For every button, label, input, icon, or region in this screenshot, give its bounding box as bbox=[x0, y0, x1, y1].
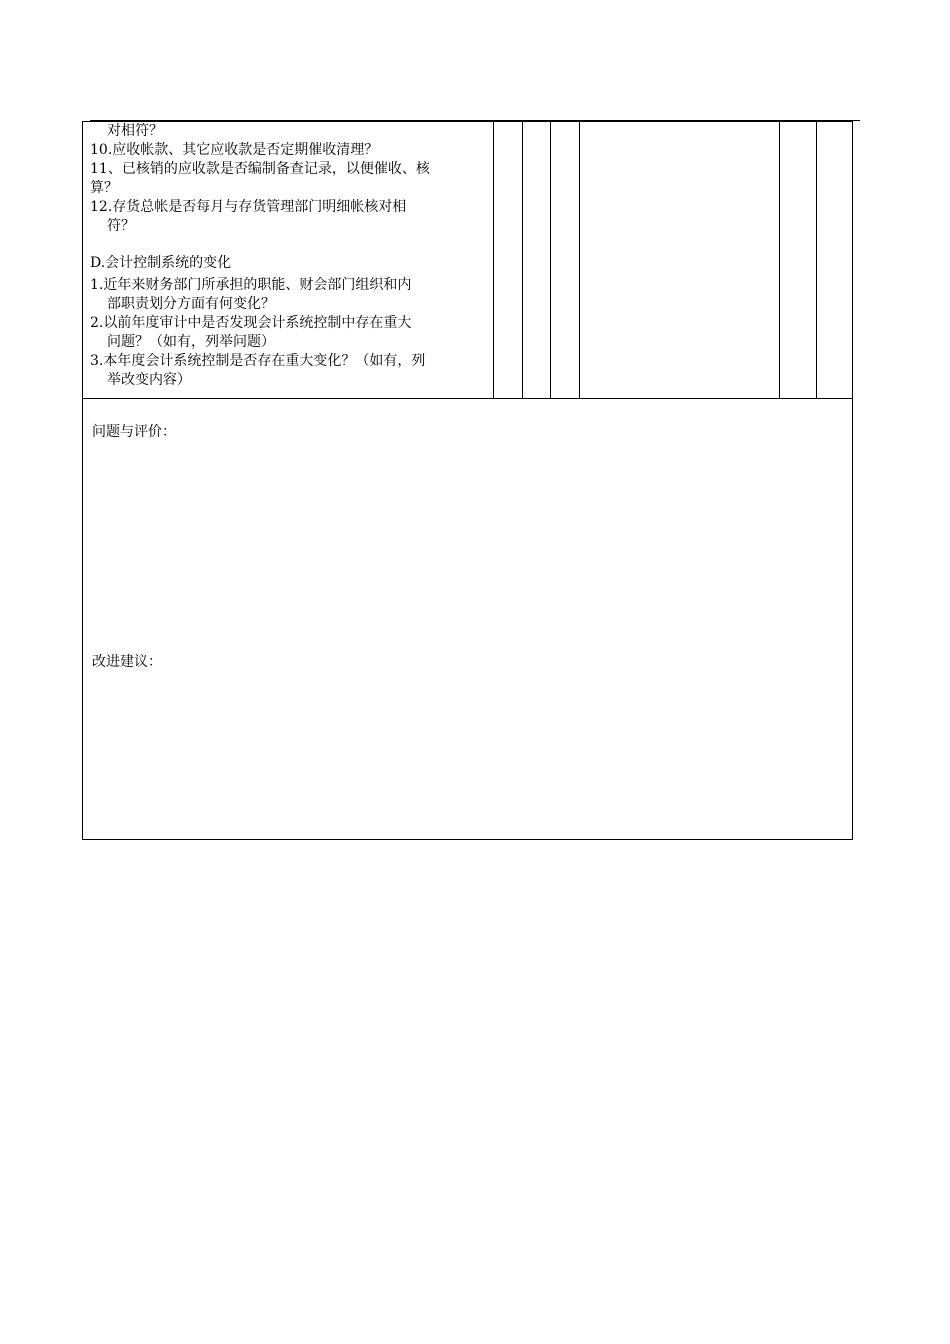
question-line: 举改变内容） bbox=[107, 372, 191, 388]
question-line: 2.以前年度审计中是否发现会计系统控制中存在重大 bbox=[90, 315, 412, 331]
question-line: 3.本年度会计系统控制是否存在重大变化？（如有，列 bbox=[90, 353, 426, 369]
answer-yes-cell[interactable] bbox=[494, 122, 523, 399]
question-line: 符？ bbox=[107, 218, 135, 234]
question-line: 12.存货总帐是否每月与存货管理部门明细帐核对相 bbox=[90, 199, 407, 215]
answer-no-cell[interactable] bbox=[523, 122, 551, 399]
evaluation-row bbox=[83, 399, 853, 840]
signature-cell[interactable] bbox=[817, 122, 853, 399]
checklist-table bbox=[82, 121, 853, 840]
question-line: 算？ bbox=[90, 180, 118, 196]
question-line: 11、已核销的应收款是否编制备查记录，以便催收、核 bbox=[90, 161, 430, 177]
question-line: 部职责划分方面有何变化？ bbox=[107, 296, 275, 312]
question-line: 对相符？ bbox=[107, 123, 163, 139]
improvement-suggestions-label: 改进建议： bbox=[92, 654, 162, 670]
evaluation-cell[interactable] bbox=[83, 399, 853, 840]
spacer bbox=[90, 236, 486, 254]
checklist-row bbox=[83, 122, 853, 399]
question-line: 1.近年来财务部门所承担的职能、财会部门组织和内 bbox=[90, 277, 412, 293]
question-line: 10.应收帐款、其它应收款是否定期催收清理？ bbox=[90, 142, 379, 158]
remarks-cell[interactable] bbox=[580, 122, 780, 399]
question-cell bbox=[83, 122, 494, 399]
answer-na-cell[interactable] bbox=[551, 122, 580, 399]
index-cell[interactable] bbox=[780, 122, 817, 399]
issues-evaluation-label: 问题与评价： bbox=[92, 424, 176, 440]
section-d-title: D.会计控制系统的变化 bbox=[90, 255, 232, 271]
question-line: 问题？（如有，列举问题） bbox=[107, 334, 275, 350]
